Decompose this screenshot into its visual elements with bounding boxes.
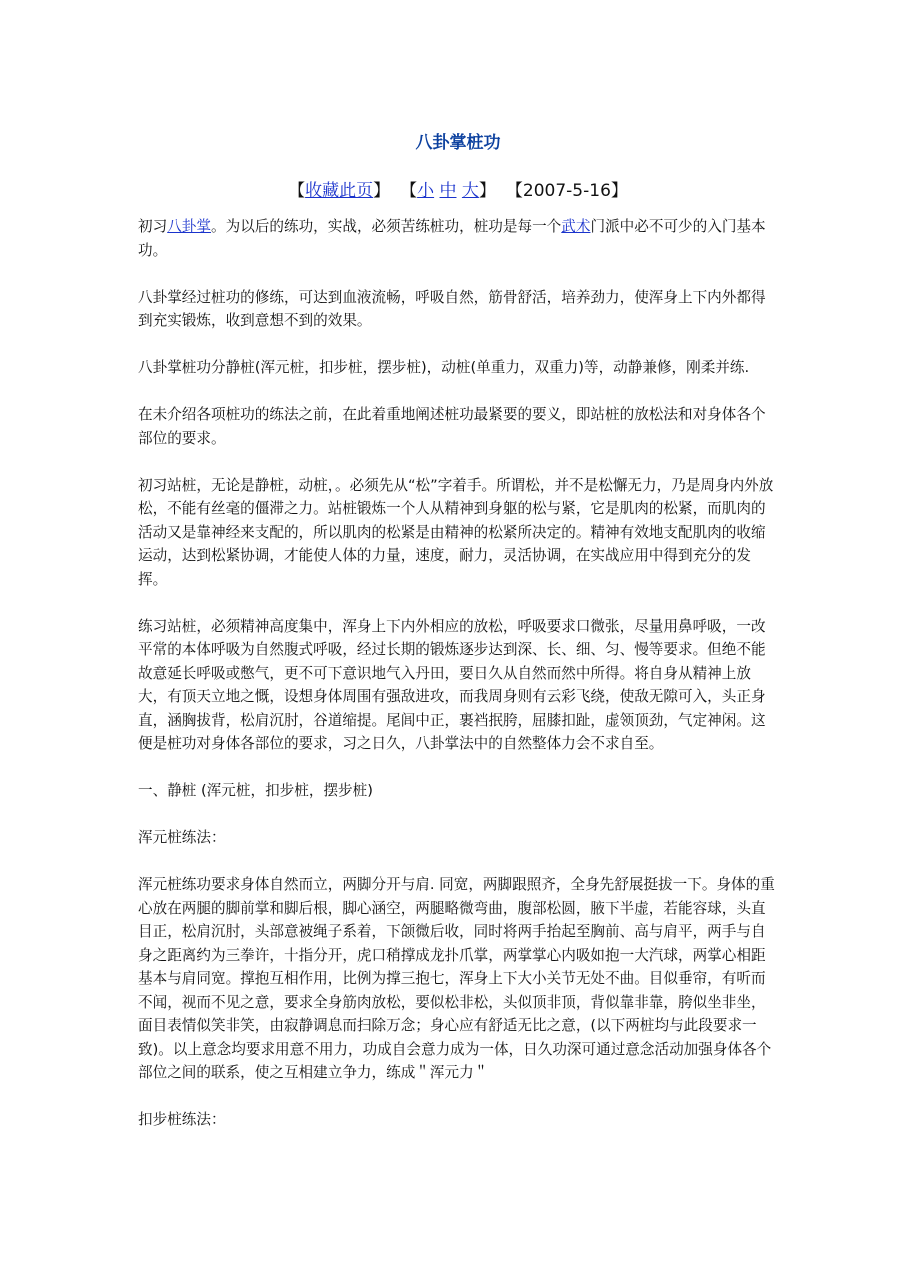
paragraph: 浑元桩练功要求身体自然而立，两脚分开与肩. 同宽，两脚跟照齐，全身先舒展挺拔一下。身体的重心放在两腿的脚前掌和脚后根，脚心涵空，两腿略微弯曲，腹部松圆，腋下半虚，若能容球，头直目正，松肩沉肘，头部意被绳子系着，下颌微后收，同时将两手抬起至胸前、高与肩平，两手与自身之距离约为三拳许，十指分开，虎口稍撑成龙扑爪掌，两掌掌心内吸如抱一大汽球，两掌心相距基本与肩同宽。撑抱互相作用，比例为撑三抱七，浑身上下大小关节无处不曲。目似垂帘，有听而不闻，视而不见之意，要求全身筋肉放松，要似松非松，头似顶非顶，背似靠非靠，胯似坐非坐，面目表情似笑非笑，由寂静调息而扫除万念；身心应有舒适无比之意，(以下两桩均与此段要求一致)。以上意念均要求用意不用力，功成自会意力成为一体，日久功深可通过意念活动加强身体各个部位之间的联系，使之互相建立争力，练成＂浑元力＂ xyxy=(138,876,775,1081)
publish-date: 【2007-5-16】 xyxy=(505,181,628,201)
paragraph-text: 门派中必不可少的入门基本功。 xyxy=(138,218,766,259)
font-size-small-link[interactable]: 小 xyxy=(417,181,435,201)
font-size-large-link[interactable]: 大 xyxy=(461,181,479,201)
paragraph: 初习站桩，无论是静桩，动桩，。必须先从“松”字着手。所谓松，并不是松懈无力，乃是周身内外放松，不能有丝毫的僵滞之力。站桩锻炼一个人从精神到身躯的松与紧，它是肌肉的松紧，而肌肉的活动又是靠神经来支配的，所以肌肉的松紧是由精神的松紧所决定的。精神有效地支配肌肉的收缩运动，达到松紧协调，才能使人体的力量，速度，耐力，灵活协调，在实战应用中得到充分的发挥。 xyxy=(138,476,774,588)
bagua-link[interactable]: 八卦掌 xyxy=(167,218,211,235)
paragraph: 八卦掌经过桩功的修练，可达到血液流畅，呼吸自然，筋骨舒活，培养劲力，使浑身上下内外都得到充实锻炼，收到意想不到的效果。 xyxy=(138,288,766,329)
bracket-open: 【 xyxy=(288,181,306,201)
paragraph xyxy=(138,215,778,262)
paragraph-text: 初习 xyxy=(138,218,168,235)
paragraph: 练习站桩，必须精神高度集中，浑身上下内外相应的放松，呼吸要求口微张，尽量用鼻呼吸，一改平常的本体呼吸为自然腹式呼吸，经过长期的锻炼逐步达到深、长、细、匀、慢等要求。但绝不能故意延长呼吸或憋气，更不可下意识地气入丹田，要日久从自然而然中所得。将自身从精神上放大，有顶天立地之慨，设想身体周围有强敌进攻，而我周身则有云彩飞绕，使敌无隙可入，头正身直，涵胸拔背，松肩沉肘，谷道缩提。尾闾中正，裹裆抿胯，屈膝扣趾，虚领顶劲，气定神闲。这便是桩功对身体各部位的要求，习之日久，八卦掌法中的自然整体力会不求自至。 xyxy=(138,617,766,752)
paragraph: 八卦掌桩功分静桩(浑元桩，扣步桩，摆步桩)，动桩(单重力，双重力)等，动静兼修，刚柔并练. xyxy=(138,359,750,376)
bracket-close: 】 xyxy=(478,181,496,201)
paragraph-text: 。为以后的练功，实战，必须苦练桩功，桩功是每一个 xyxy=(211,218,562,235)
bookmark-link[interactable]: 收藏此页 xyxy=(305,181,374,201)
section-heading: 一、静桩 (浑元桩，扣步桩，摆步桩) xyxy=(138,782,373,799)
subsection-heading: 浑元桩练法： xyxy=(138,829,226,846)
subsection-heading: 扣步桩练法： xyxy=(138,1111,226,1128)
article-body xyxy=(138,215,778,1155)
font-size-medium-link[interactable]: 中 xyxy=(439,181,457,201)
wushu-link[interactable]: 武术 xyxy=(561,218,591,235)
bracket-open: 【 xyxy=(400,181,418,201)
article-title: 八卦掌桩功 xyxy=(415,133,501,153)
bracket-close: 】 xyxy=(373,181,391,201)
article-meta-bar xyxy=(138,178,778,204)
paragraph: 在未介绍各项桩功的练法之前，在此着重地阐述桩功最紧要的要义，即站桩的放松法和对身体各个部位的要求。 xyxy=(138,406,766,447)
